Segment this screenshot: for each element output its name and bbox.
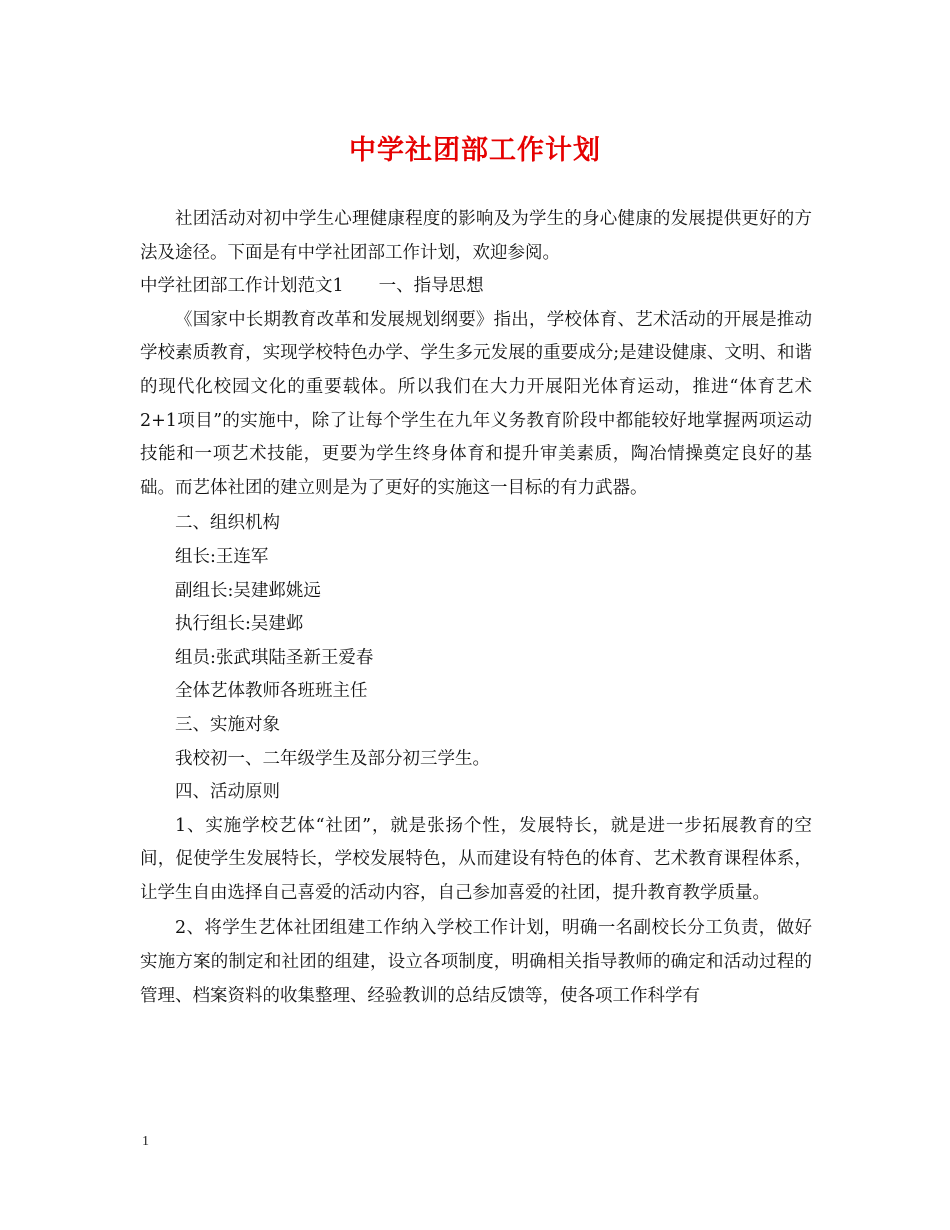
principle-1-paragraph: 1、实施学校艺体“社团”，就是张扬个性，发展特长，就是进一步拓展教育的空间，促使学生发展特长，学校发展特色，从而建设有特色的体育、艺术教育课程体系，让学生自由选择自己喜爱的活动内容，自己参加喜爱的社团，提升教育教学质量。 <box>140 815 812 903</box>
page-number: 1 <box>142 1134 149 1149</box>
org-teachers: 全体艺体教师各班班主任 <box>175 681 368 702</box>
org-members: 组员:张武琪陆圣新王爱春 <box>175 647 374 668</box>
org-deputy-leader: 副组长:吴建邺姚远 <box>175 580 321 601</box>
section-heading-line: 中学社团部工作计划范文1 一、指导思想 <box>140 276 484 297</box>
targets-paragraph: 我校初一、二年级学生及部分初三学生。 <box>175 748 490 769</box>
document-title: 中学社团部工作计划 <box>349 135 601 166</box>
section-heading-organization: 二、组织机构 <box>175 513 280 534</box>
org-leader: 组长:王连军 <box>175 546 269 567</box>
section-heading-targets: 三、实施对象 <box>175 714 280 735</box>
section-heading-principles: 四、活动原则 <box>175 782 280 803</box>
guiding-thought-paragraph: 《国家中长期教育改革和发展规划纲要》指出，学校体育、艺术活动的开展是推动学校素质教育，实现学校特色办学、学生多元发展的重要成分;是建设健康、文明、和谐的现代化校园文化的重要载体。所以我们在大力开展阳光体育运动，推进“体育艺术2+1项目”的实施中，除了让每个学生在九年义务教育阶段中都能较好地掌握两项运动技能和一项艺术技能，更要为学生终身体育和提升审美素质，陶冶情操奠定良好的基础。而艺体社团的建立则是为了更好的实施这一目标的有力武器。 <box>140 309 812 498</box>
org-executive-leader: 执行组长:吴建邺 <box>175 614 304 635</box>
intro-paragraph: 社团活动对初中学生心理健康程度的影响及为学生的身心健康的发展提供更好的方法及途径。下面是有中学社团部工作计划，欢迎参阅。 <box>140 209 812 263</box>
document-body <box>140 203 812 1013</box>
principle-2-paragraph: 2、将学生艺体社团组建工作纳入学校工作计划，明确一名副校长分工负责，做好实施方案的制定和社团的组建，设立各项制度，明确相关指导教师的确定和活动过程的管理、档案资料的收集整理、经验教训的总结反馈等，使各项工作科学有 <box>140 918 812 1006</box>
